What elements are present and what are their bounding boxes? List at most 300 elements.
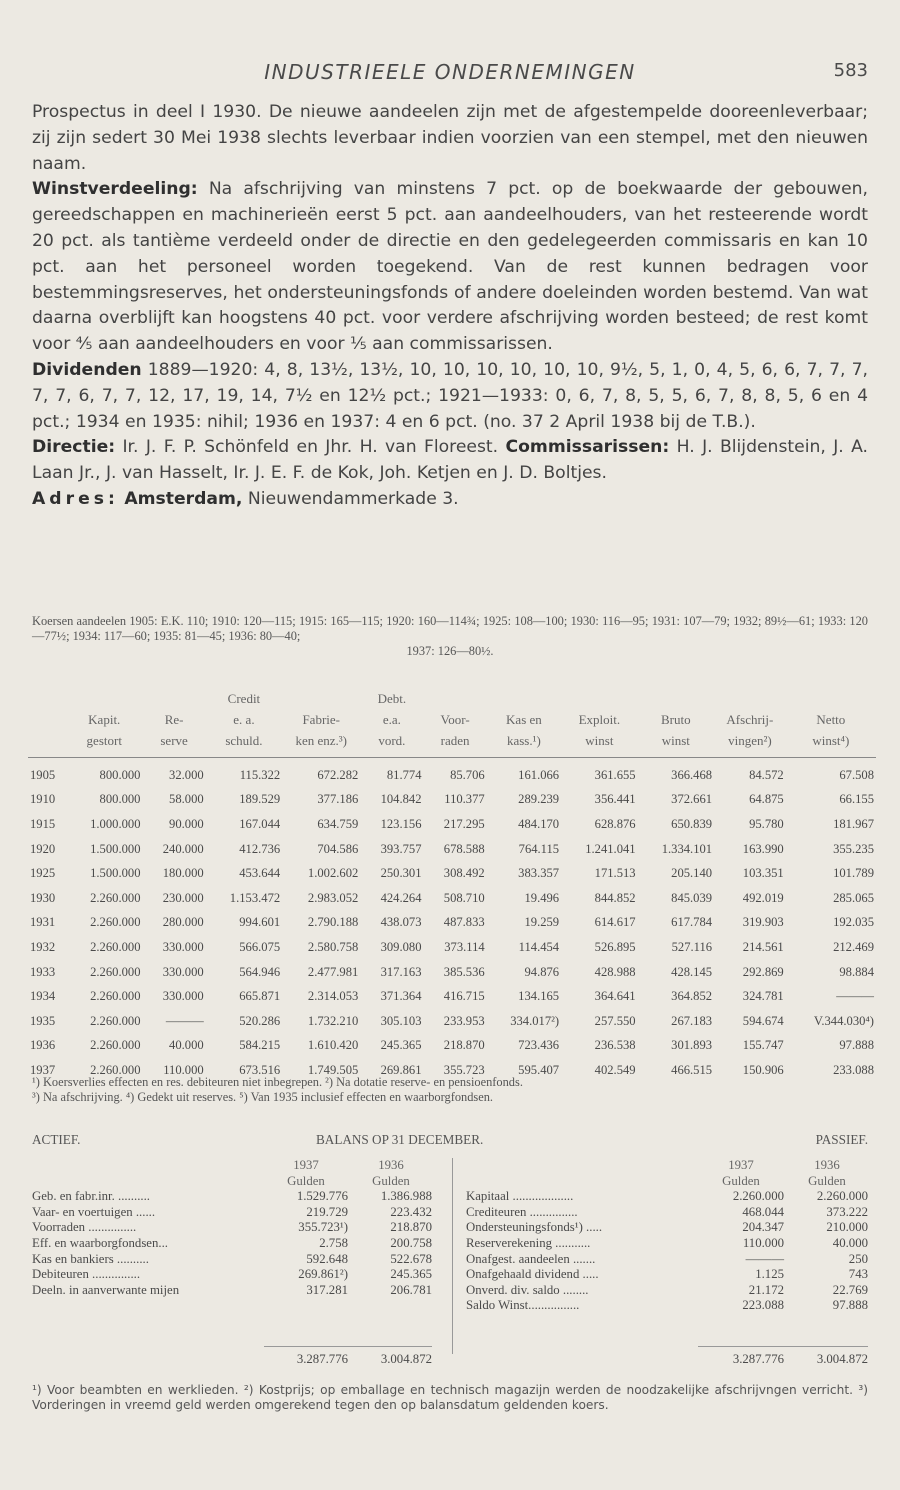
value-cell: 361.655 <box>594 767 636 782</box>
column-header: Gulden <box>808 1173 846 1188</box>
value-cell: 2.314.053 <box>307 989 359 1004</box>
running-header <box>0 60 900 88</box>
item-label: Onverd. div. saldo ........ <box>466 1282 589 1297</box>
value-cell: 324.781 <box>742 989 784 1004</box>
value-cell: 2.260.000 <box>90 1038 141 1053</box>
value-cell: 2.477.981 <box>307 964 359 979</box>
value-cell: 764.115 <box>518 841 560 856</box>
year-cell: 1925 <box>30 866 56 881</box>
value-cell: 628.876 <box>594 816 636 831</box>
directie-paragraph <box>32 435 868 487</box>
value-cell: ——— <box>836 989 874 1004</box>
value-cell: 280.000 <box>162 915 204 930</box>
value-cell: 233.088 <box>833 1062 874 1077</box>
passief-item <box>466 1283 868 1299</box>
value-cell: 665.871 <box>239 989 281 1004</box>
share-prices-last: 1937: 126—80½. <box>406 644 494 658</box>
column-header <box>561 688 637 709</box>
column-header: Gulden <box>372 1173 410 1188</box>
item-value-1936: 210.000 <box>826 1220 868 1235</box>
value-cell: 309.080 <box>380 939 422 954</box>
column-header <box>487 688 561 709</box>
item-value-1936: 522.678 <box>390 1251 432 1266</box>
value-cell: 250.301 <box>380 866 422 881</box>
value-cell: 1.732.210 <box>307 1013 359 1028</box>
value-cell: 1.153.472 <box>229 890 281 905</box>
value-cell: ——— <box>165 1013 204 1028</box>
item-value-1937: 1.125 <box>755 1267 784 1282</box>
balance-sheet-title: BALANS OP 31 DECEMBER. <box>316 1132 484 1147</box>
value-cell: V.344.030⁴) <box>813 1013 874 1028</box>
balance-divider <box>452 1158 453 1354</box>
adres-city: Amsterdam, <box>124 488 243 509</box>
item-label: Reserverekening ........... <box>466 1235 591 1250</box>
value-cell: 134.165 <box>518 989 560 1004</box>
value-cell: 2.260.000 <box>90 964 141 979</box>
intro-paragraph: Prospectus in deel I 1930. De nieuwe aandeelen zijn met de afgestempelde dooreenleverbaar; zij zijn sedert 30 Mei 1938 slechts leverbaar indien voorzien van een stempel, met den nieuwen naam. <box>32 102 868 174</box>
item-label: Onafgest. aandeelen ....... <box>466 1251 596 1266</box>
item-value-1937: 317.281 <box>306 1282 348 1297</box>
value-cell: 416.715 <box>443 989 485 1004</box>
value-cell: 19.496 <box>524 890 560 905</box>
item-value-1937: ——— <box>745 1251 784 1266</box>
item-value-1936: 373.222 <box>826 1204 868 1219</box>
column-header: Netto <box>816 711 846 727</box>
item-value-1937: 219.729 <box>306 1204 348 1219</box>
value-cell: 217.295 <box>443 816 485 831</box>
column-header <box>638 688 714 709</box>
actief-item <box>32 1252 432 1268</box>
value-cell: 372.661 <box>671 792 713 807</box>
value-cell: 428.145 <box>671 964 713 979</box>
value-cell: 84.572 <box>749 767 784 782</box>
value-cell: 267.183 <box>671 1013 713 1028</box>
column-header: Exploit. <box>578 711 621 727</box>
section-title: INDUSTRIEELE ONDERNEMINGEN <box>264 60 636 84</box>
value-cell: 2.260.000 <box>90 989 141 1004</box>
value-cell: 103.351 <box>742 866 784 881</box>
value-cell: 161.066 <box>518 767 560 782</box>
value-cell: 257.550 <box>594 1013 636 1028</box>
column-header: Gulden <box>287 1173 325 1188</box>
dividenden-paragraph <box>32 358 868 435</box>
column-header: ken enz.³) <box>295 732 347 748</box>
value-cell: 1.000.000 <box>90 816 141 831</box>
value-cell: 192.035 <box>833 915 874 930</box>
item-value-1937: 204.347 <box>742 1220 784 1235</box>
passief-item <box>466 1298 868 1314</box>
column-header: 1937 <box>728 1158 754 1172</box>
year-cell: 1930 <box>30 890 56 905</box>
item-value-1936: 223.432 <box>390 1204 432 1219</box>
value-cell: 330.000 <box>162 989 204 1004</box>
actief-total-1937: 3.287.776 <box>296 1352 348 1366</box>
value-cell: 155.747 <box>742 1038 784 1053</box>
year-cell: 1935 <box>30 1013 56 1028</box>
value-cell: 181.967 <box>833 816 874 831</box>
item-label: Crediteuren ............... <box>466 1204 578 1219</box>
value-cell: 240.000 <box>162 841 204 856</box>
value-cell: 371.364 <box>380 989 422 1004</box>
value-cell: 269.861 <box>380 1062 422 1077</box>
passief-item <box>466 1220 868 1236</box>
value-cell: 308.492 <box>443 866 485 881</box>
item-label: Ondersteuningsfonds¹) ..... <box>466 1220 603 1235</box>
table-footnote: ³) Na afschrijving. ⁴) Gedekt uit reserves. ⁵) Van 1935 inclusief effecten en waarborgfondsen. <box>32 1090 494 1104</box>
value-cell: 2.260.000 <box>90 1062 141 1077</box>
value-cell: 364.641 <box>594 989 636 1004</box>
value-cell: 526.895 <box>594 939 636 954</box>
item-label: Debiteuren ............... <box>32 1267 141 1282</box>
share-prices-text: Koersen aandeelen 1905: E.K. 110; 1910: 120—115; 1915: 165—115; 1920: 160—114¾; 1925: 108—100; 1930: 116—95; 1931: 107—79; 1932; 89½—61; 1933: 120—77½; 1934: 117—60; 1935: 81—45; 1936: 80—40; <box>32 614 868 643</box>
value-cell: 678.588 <box>443 841 485 856</box>
item-value-1936: 1.386.988 <box>380 1189 432 1204</box>
winstverdeeling-label: Winstverdeeling: <box>32 179 198 200</box>
actief-total-rule <box>264 1346 432 1347</box>
year-cell: 1932 <box>30 939 56 954</box>
column-header: winst <box>585 732 614 748</box>
item-value-1936: 97.888 <box>832 1298 868 1313</box>
column-header: winst⁴) <box>812 732 850 748</box>
value-cell: 673.516 <box>239 1062 281 1077</box>
share-prices <box>32 614 868 659</box>
value-cell: 800.000 <box>99 767 141 782</box>
value-cell: 317.163 <box>380 964 422 979</box>
value-cell: 845.039 <box>671 890 713 905</box>
value-cell: 566.075 <box>239 939 281 954</box>
value-cell: 1.500.000 <box>90 866 141 881</box>
value-cell: 355.723 <box>443 1062 485 1077</box>
value-cell: 520.286 <box>239 1013 281 1028</box>
value-cell: 2.260.000 <box>90 939 141 954</box>
column-header <box>282 688 360 709</box>
table-header-row <box>28 709 876 730</box>
column-header <box>28 709 66 730</box>
value-cell: 330.000 <box>162 939 204 954</box>
value-cell: 650.839 <box>671 816 713 831</box>
passief-total-1936: 3.004.872 <box>816 1352 868 1366</box>
column-header: kass.¹) <box>506 732 541 748</box>
value-cell: 492.019 <box>742 890 784 905</box>
value-cell: 334.017²) <box>510 1013 560 1028</box>
table-row <box>28 763 876 788</box>
value-cell: 412.736 <box>239 841 281 856</box>
value-cell: 487.833 <box>443 915 485 930</box>
value-cell: 171.513 <box>594 866 636 881</box>
item-label: Onafgehaald dividend ..... <box>466 1267 599 1282</box>
value-cell: 373.114 <box>444 939 485 954</box>
company-description <box>32 100 868 513</box>
value-cell: 1.500.000 <box>90 841 141 856</box>
actief-item <box>32 1236 432 1252</box>
item-value-1936: 218.870 <box>390 1220 432 1235</box>
table-row <box>28 837 876 862</box>
value-cell: 484.170 <box>518 816 560 831</box>
value-cell: 110.000 <box>163 1062 204 1077</box>
passief-item <box>466 1205 868 1221</box>
column-header: 1936 <box>378 1158 404 1172</box>
year-cell: 1910 <box>30 792 56 807</box>
table-row <box>28 812 876 837</box>
commissarissen-label: Commissarissen: <box>505 437 670 458</box>
table-row <box>28 935 876 960</box>
value-cell: 233.953 <box>443 1013 485 1028</box>
value-cell: 19.259 <box>524 915 560 930</box>
value-cell: 285.065 <box>833 890 874 905</box>
adres-label: Adres: <box>32 488 119 509</box>
value-cell: 564.946 <box>239 964 281 979</box>
item-value-1936: 206.781 <box>390 1282 432 1297</box>
value-cell: 2.983.052 <box>307 890 359 905</box>
column-header <box>28 730 66 751</box>
value-cell: 218.870 <box>443 1038 485 1053</box>
value-cell: 167.044 <box>239 816 281 831</box>
header-rule <box>28 751 876 763</box>
value-cell: 508.710 <box>443 890 485 905</box>
value-cell: 617.784 <box>671 915 713 930</box>
passief-label: PASSIEF. <box>815 1132 868 1147</box>
column-header: Gulden <box>722 1173 760 1188</box>
value-cell: 58.000 <box>169 792 204 807</box>
value-cell: 594.674 <box>742 1013 784 1028</box>
column-header: Kapit. <box>88 711 121 727</box>
winstverdeeling-paragraph <box>32 177 868 358</box>
actief-item <box>32 1189 432 1205</box>
item-value-1937: 110.000 <box>742 1235 784 1250</box>
value-cell: 90.000 <box>169 816 204 831</box>
value-cell: 438.073 <box>380 915 422 930</box>
year-cell: 1934 <box>30 989 56 1004</box>
column-header: Re- <box>164 711 184 727</box>
dividenden-label: Dividenden <box>32 359 142 380</box>
item-label: Geb. en fabr.inr. .......... <box>32 1189 150 1204</box>
rule-line <box>28 757 876 758</box>
value-cell: 2.260.000 <box>90 1013 141 1028</box>
value-cell: 180.000 <box>162 866 204 881</box>
value-cell: 114.454 <box>518 939 560 954</box>
winstverdeeling-text: Na afschrijving van minstens 7 pct. op de boekwaarde der gebouwen, gereedschappen en machinerieën eerst 5 pct. aan aandeelhouders, van het resteerende wordt 20 pct. als tantième verdeeld onder de directie en den gedelegeerden commissaris en kan 10 pct. aan het personeel worden toegekend. Van de rest kunnen bedragen voor bestemmingsreserves, het ondersteuningsfonds of andere doeleinden worden bestemd. Van wat daarna overblijft kan hoogstens 40 pct. voor verdere afschrijving worden besteed; de rest komt voor ⅘ aan aandeelhouders en voor ⅕ aan commissarissen. <box>32 179 869 355</box>
value-cell: 236.538 <box>594 1038 636 1053</box>
adres-street: Nieuwendammerkade 3. <box>247 488 459 509</box>
table-header-row <box>28 730 876 751</box>
value-cell: 289.239 <box>518 792 560 807</box>
value-cell: 584.215 <box>239 1038 281 1053</box>
passief-total-rule <box>698 1346 868 1347</box>
item-value-1936: 743 <box>848 1267 868 1282</box>
item-value-1936: 40.000 <box>832 1235 868 1250</box>
financial-table-header <box>28 688 876 763</box>
value-cell: 634.759 <box>317 816 359 831</box>
value-cell: 95.780 <box>749 816 784 831</box>
actief-column <box>32 1158 432 1298</box>
value-cell: 64.875 <box>749 792 784 807</box>
value-cell: 385.536 <box>443 964 485 979</box>
column-header <box>142 688 205 709</box>
item-value-1936: 245.365 <box>390 1267 432 1282</box>
value-cell: 614.617 <box>594 915 636 930</box>
value-cell: 377.186 <box>317 792 359 807</box>
value-cell: 994.601 <box>239 915 281 930</box>
value-cell: 453.644 <box>239 866 281 881</box>
table-footnote: ¹) Koersverlies effecten en res. debiteuren niet inbegrepen. ²) Na dotatie reserve- en pensioenfonds. <box>32 1075 523 1089</box>
column-header: raden <box>440 732 470 748</box>
passief-item <box>466 1189 868 1205</box>
column-header: Fabrie- <box>302 711 340 727</box>
table-header-row <box>28 688 876 709</box>
passief-item <box>466 1252 868 1268</box>
value-cell: 366.468 <box>671 767 713 782</box>
passief-column-header <box>466 1158 868 1174</box>
value-cell: 163.990 <box>742 841 784 856</box>
value-cell: 844.852 <box>594 890 636 905</box>
item-label: Saldo Winst................ <box>466 1298 580 1313</box>
item-label: Kas en bankiers .......... <box>32 1251 149 1266</box>
year-cell: 1936 <box>30 1038 56 1053</box>
item-value-1937: 269.861²) <box>298 1267 348 1282</box>
table-footnotes <box>32 1075 868 1105</box>
value-cell: 205.140 <box>671 866 713 881</box>
year-cell: 1920 <box>30 841 56 856</box>
column-header: Credit <box>227 690 261 706</box>
column-header: winst <box>661 732 690 748</box>
year-cell: 1933 <box>30 964 56 979</box>
column-header: schuld. <box>225 732 263 748</box>
balance-footnote: ¹) Voor beambten en werklieden. ²) Kostprijs; op emballage en technisch magazijn werden de noodzakelijke afschrijvngen verricht. ³) Vorderingen in vreemd geld werden omgerekend tegen den op balansdatum geldenden koers. <box>32 1383 868 1413</box>
table-row <box>28 861 876 886</box>
item-value-1936: 22.769 <box>832 1282 868 1297</box>
value-cell: 32.000 <box>169 767 204 782</box>
value-cell: 723.436 <box>518 1038 560 1053</box>
column-header: Afschrij- <box>726 711 774 727</box>
passief-item <box>466 1236 868 1252</box>
item-value-1936: 2.260.000 <box>816 1189 868 1204</box>
table-row <box>28 984 876 1009</box>
value-cell: 115.322 <box>239 767 281 782</box>
value-cell: 66.155 <box>839 792 874 807</box>
value-cell: 110.377 <box>444 792 485 807</box>
actief-label: ACTIEF. <box>32 1132 81 1147</box>
value-cell: 800.000 <box>99 792 141 807</box>
financial-table <box>28 688 876 1083</box>
column-header <box>66 688 142 709</box>
value-cell: 424.264 <box>380 890 422 905</box>
item-value-1937: 1.529.776 <box>296 1189 348 1204</box>
passief-total-1937: 3.287.776 <box>732 1352 784 1366</box>
value-cell: 230.000 <box>162 890 204 905</box>
value-cell: 150.906 <box>742 1062 784 1077</box>
value-cell: 1.749.505 <box>307 1062 359 1077</box>
item-value-1937: 468.044 <box>742 1204 784 1219</box>
table-row <box>28 788 876 813</box>
value-cell: 466.515 <box>671 1062 713 1077</box>
column-header: vingen²) <box>728 732 772 748</box>
column-header: gestort <box>86 732 122 748</box>
actief-item <box>32 1205 432 1221</box>
year-cell: 1937 <box>30 1062 56 1077</box>
item-value-1937: 2.758 <box>319 1235 348 1250</box>
value-cell: 672.282 <box>317 767 359 782</box>
value-cell: 364.852 <box>671 989 713 1004</box>
value-cell: 2.260.000 <box>90 915 141 930</box>
value-cell: 245.365 <box>380 1038 422 1053</box>
table-row <box>28 960 876 985</box>
value-cell: 595.407 <box>518 1062 560 1077</box>
passief-column <box>466 1158 868 1314</box>
value-cell: 94.876 <box>524 964 560 979</box>
value-cell: 356.441 <box>594 792 636 807</box>
item-value-1937: 355.723¹) <box>298 1220 348 1235</box>
column-header: e.a. <box>382 711 401 727</box>
column-header: serve <box>160 732 188 748</box>
balance-sheet-heading <box>32 1132 868 1150</box>
value-cell: 330.000 <box>162 964 204 979</box>
item-value-1937: 223.088 <box>742 1298 784 1313</box>
value-cell: 123.156 <box>380 816 422 831</box>
value-cell: 2.580.758 <box>307 939 359 954</box>
table-row <box>28 1034 876 1059</box>
passief-column-header <box>466 1174 868 1190</box>
column-header: Bruto <box>661 711 691 727</box>
value-cell: 1.241.041 <box>585 841 636 856</box>
value-cell: 383.357 <box>518 866 560 881</box>
value-cell: 292.869 <box>742 964 784 979</box>
value-cell: 214.561 <box>742 939 784 954</box>
column-header: 1936 <box>814 1158 840 1172</box>
value-cell: 355.235 <box>833 841 874 856</box>
column-header: 1937 <box>293 1158 319 1172</box>
dividenden-text: 1889—1920: 4, 8, 13½, 13½, 10, 10, 10, 10, 10, 10, 9½, 5, 1, 0, 4, 5, 6, 6, 7, 7, 7, 7, 7, 6, 7, 7, 12, 17, 19, 14, 7½ en 12½ pct.; 1921—1933: 0, 6, 7, 8, 5, 5, 6, 7, 8, 8, 5, 6 en 4 pct.; 1934 en 1935: nihil; 1936 en 1937: 4 en 6 pct. (no. 37 2 April 1938 bij de T.B.). <box>32 359 868 432</box>
actief-total-1936: 3.004.872 <box>380 1352 432 1366</box>
value-cell: 189.529 <box>239 792 281 807</box>
directie-label: Directie: <box>32 437 116 458</box>
column-header <box>786 688 876 709</box>
column-header: e. a. <box>233 711 255 727</box>
page-number: 583 <box>833 60 868 81</box>
adres-paragraph <box>32 487 868 513</box>
value-cell: 1.610.420 <box>307 1038 359 1053</box>
actief-item <box>32 1267 432 1283</box>
item-value-1936: 200.758 <box>390 1235 432 1250</box>
item-value-1937: 2.260.000 <box>732 1189 784 1204</box>
value-cell: 40.000 <box>169 1038 204 1053</box>
value-cell: 2.790.188 <box>307 915 359 930</box>
item-label: Eff. en waarborgfondsen... <box>32 1235 168 1250</box>
value-cell: 98.884 <box>839 964 874 979</box>
column-header: Debt. <box>377 690 407 706</box>
actief-column-header <box>32 1174 432 1190</box>
item-value-1937: 592.648 <box>306 1251 348 1266</box>
value-cell: 212.469 <box>833 939 874 954</box>
value-cell: 81.774 <box>386 767 422 782</box>
value-cell: 301.893 <box>671 1038 713 1053</box>
value-cell: 393.757 <box>380 841 422 856</box>
column-header <box>424 688 487 709</box>
value-cell: 704.586 <box>317 841 359 856</box>
table-row <box>28 1009 876 1034</box>
commissarissen-text: H. J. Blijdenstein, J. A. Laan Jr., J. van Hasselt, Ir. J. E. F. de Kok, Joh. Ketjen en J. D. Boltjes. <box>32 437 869 484</box>
value-cell: 1.334.101 <box>661 841 713 856</box>
value-cell: 527.116 <box>671 939 713 954</box>
column-header: Kas en <box>506 711 542 727</box>
column-header <box>714 688 786 709</box>
directie-text: Ir. J. F. P. Schönfeld en Jhr. H. van Floreest. <box>122 437 499 458</box>
item-label: Kapitaal ................... <box>466 1189 574 1204</box>
value-cell: 97.888 <box>839 1038 874 1053</box>
passief-item <box>466 1267 868 1283</box>
item-value-1937: 21.172 <box>748 1282 784 1297</box>
year-cell: 1905 <box>30 767 56 782</box>
table-row <box>28 911 876 936</box>
